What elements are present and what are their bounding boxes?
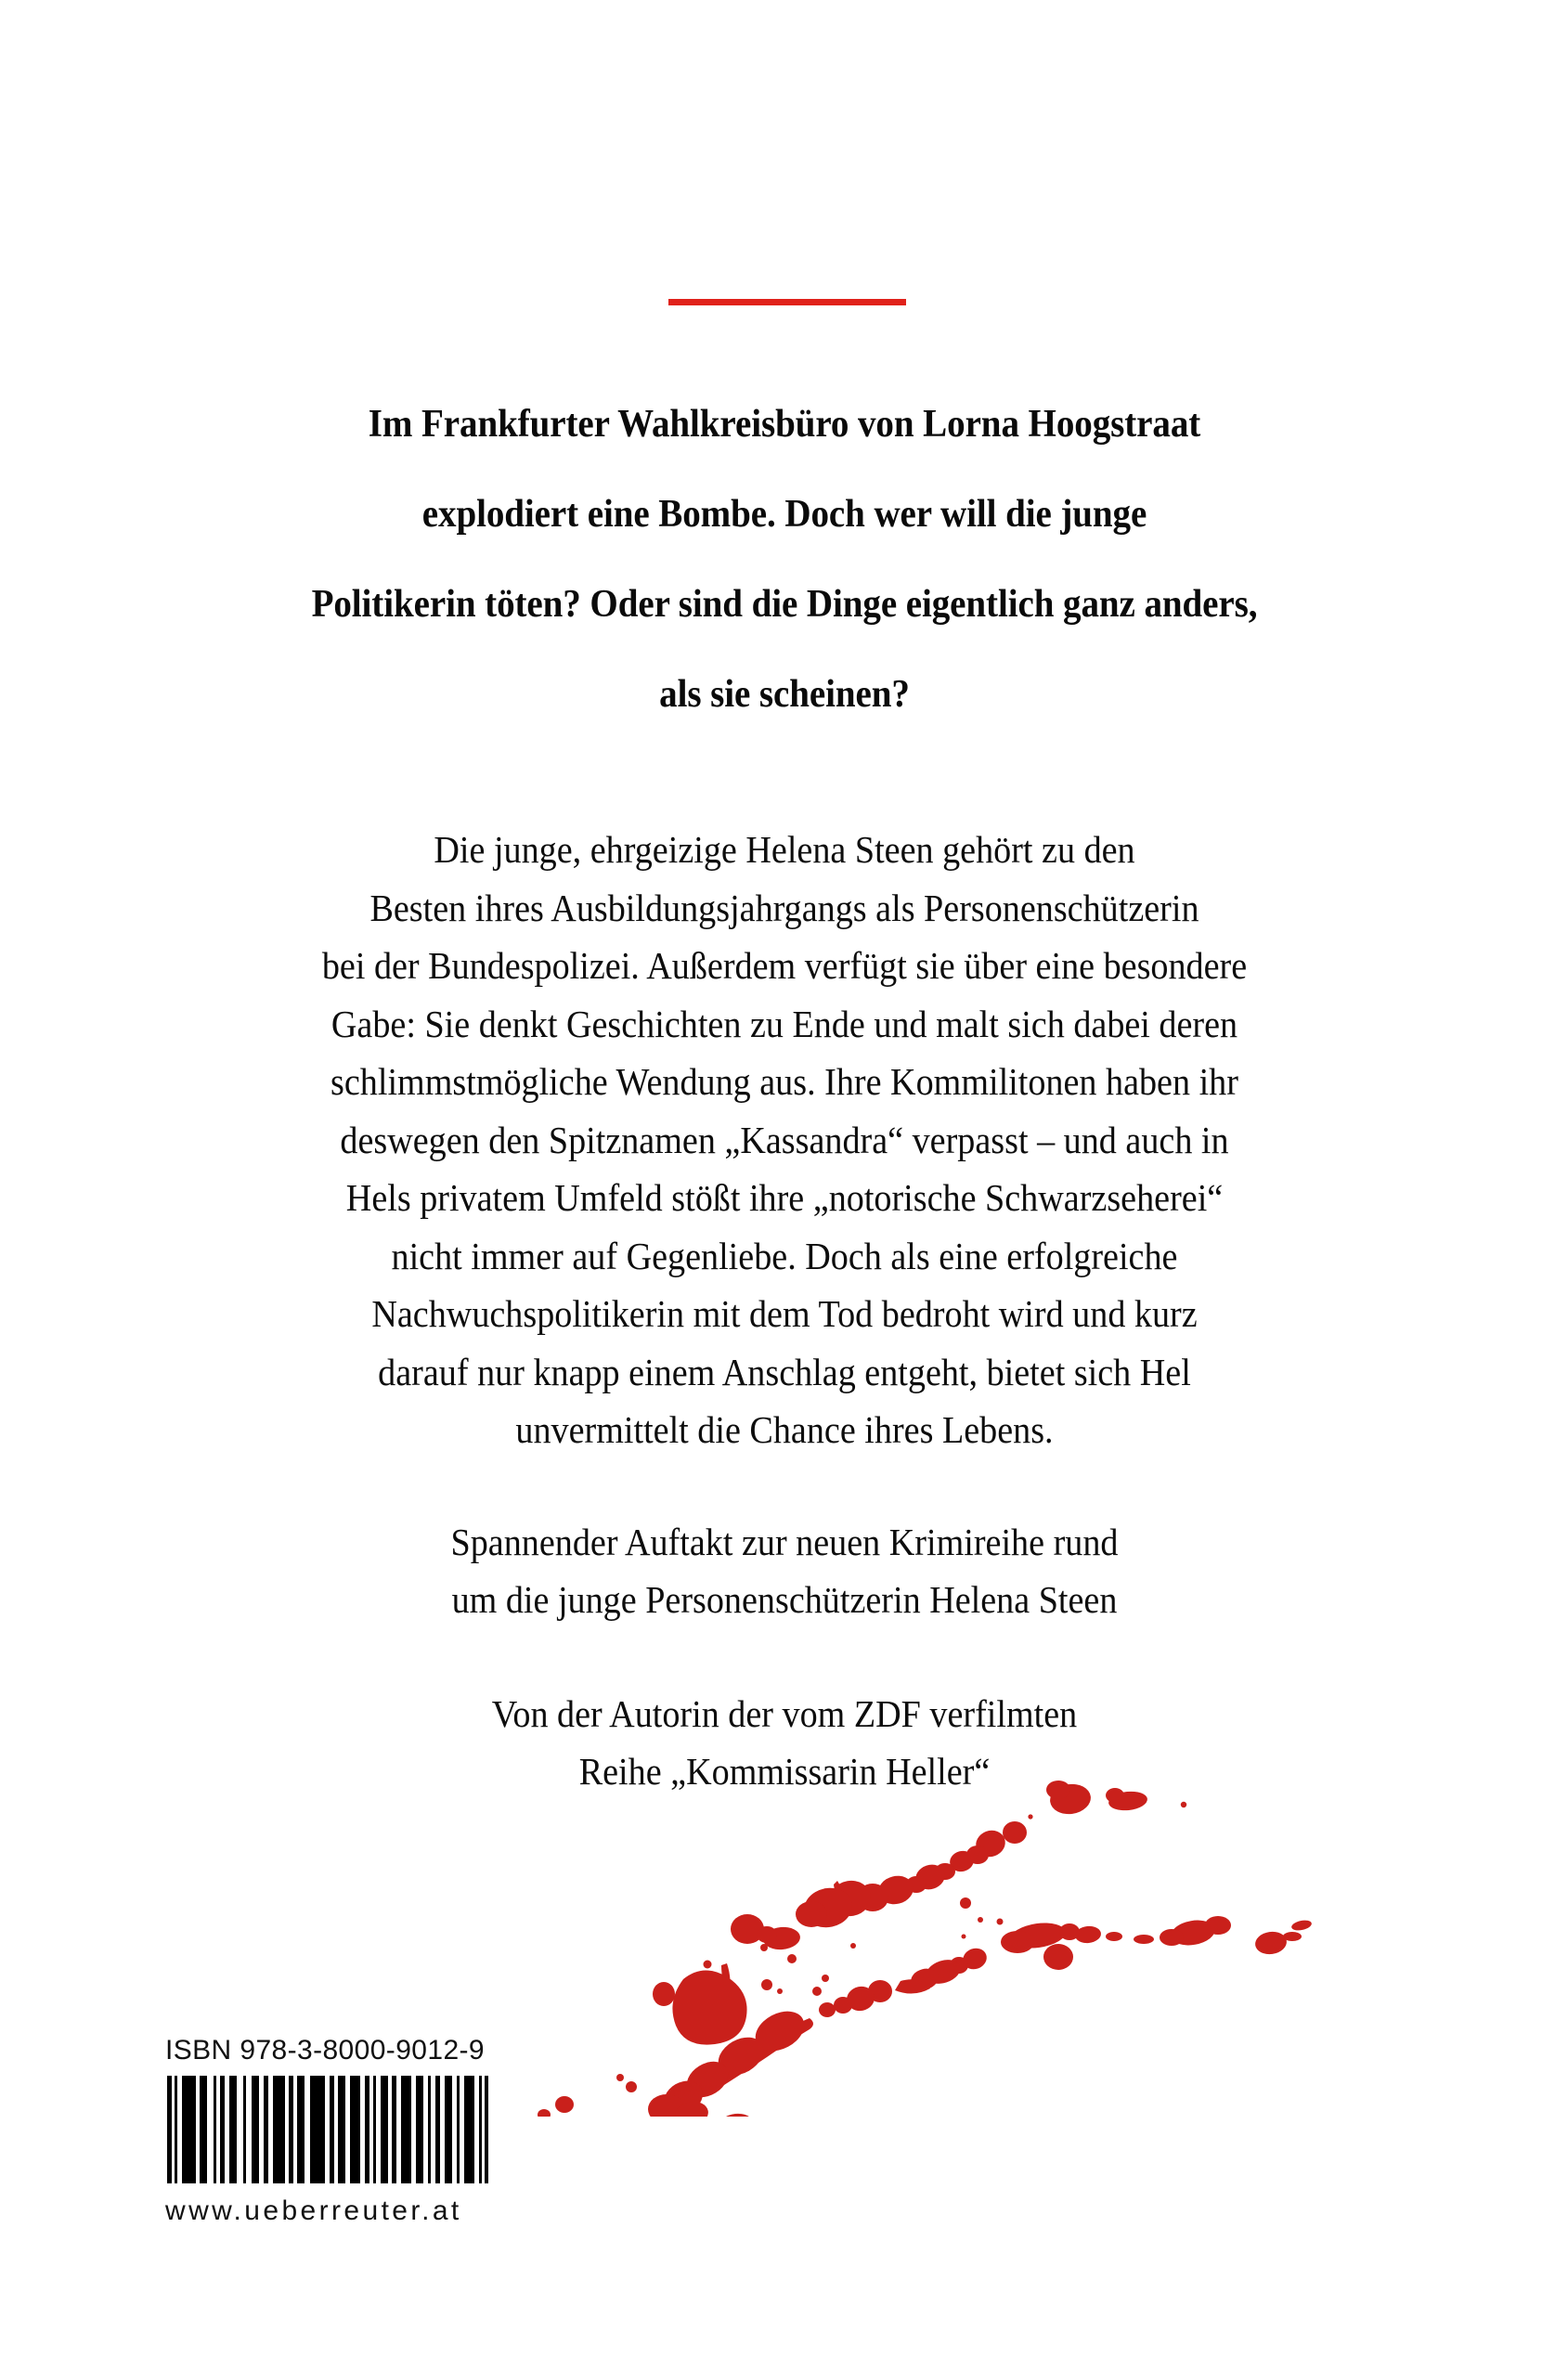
series-note-line: Spannender Auftakt zur neuen Krimireihe rund (450, 1520, 1118, 1563)
blurb-line: Hels privatem Umfeld stößt ihre „notorische Schwarzseherei“ (345, 1176, 1223, 1219)
splatter-shapes (519, 1781, 1313, 2117)
ean13-barcode (165, 2076, 488, 2183)
blurb-line: Nachwuchspolitikerin mit dem Tod bedroht wird und kurz (370, 1292, 1198, 1335)
blurb-line: bei der Bundespolizei. Außerdem verfügt sie über eine besondere (321, 944, 1247, 987)
headline-block (275, 399, 1293, 720)
blurb-line: schlimmstmögliche Wendung aus. Ihre Kommilitonen haben ihr (330, 1060, 1238, 1103)
cover-text-column (0, 360, 1568, 1801)
series-note-line: um die junge Personenschützerin Helena Steen (451, 1578, 1117, 1621)
blurb-line: Die junge, ehrgeizige Helena Steen gehört zu den (433, 828, 1135, 871)
blurb-line: deswegen den Spitznamen „Kassandra“ verpasst – und auch in (339, 1118, 1229, 1161)
headline-line: Politikerin töten? Oder sind die Dinge eigentlich ganz anders, (311, 583, 1257, 626)
headline-line: explodiert eine Bombe. Doch wer will die junge (421, 493, 1147, 536)
blurb-line: nicht immer auf Gegenliebe. Doch als eine erfolgreiche (391, 1234, 1177, 1277)
blurb-line: darauf nur knapp einem Anschlag entgeht, bietet sich Hel (377, 1350, 1191, 1393)
blurb-block (227, 821, 1341, 1459)
barcode-block (165, 2035, 507, 2228)
author-note-block (227, 1685, 1341, 1801)
blurb-line: Besten ihres Ausbildungsjahrgangs als Personenschützerin (369, 886, 1199, 929)
red-divider-rule (668, 299, 906, 305)
isbn-text: ISBN 978-3-8000-9012-9 (165, 2035, 486, 2066)
author-note-line: Von der Autorin der vom ZDF verfilmten (491, 1691, 1077, 1735)
headline-line: Im Frankfurter Wahlkreisbüro von Lorna Hoogstraat (368, 403, 1200, 446)
author-note-line: Reihe „Kommissarin Heller“ (578, 1750, 990, 1793)
publisher-url: www.ueberreuter.at (165, 2195, 462, 2226)
spacer (0, 759, 1568, 821)
blurb-line: unvermittelt die Chance ihres Lebens. (514, 1408, 1054, 1451)
blurb-line: Gabe: Sie denkt Geschichten zu Ende und malt sich dabei deren (330, 1002, 1238, 1045)
headline-line: als sie scheinen? (658, 673, 910, 716)
series-note-block (227, 1513, 1341, 1629)
spacer (0, 1629, 1568, 1685)
spacer (0, 1459, 1568, 1513)
